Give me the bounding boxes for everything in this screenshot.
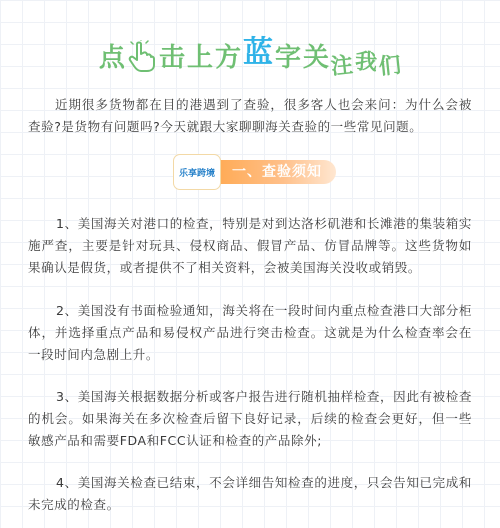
body-paragraph-1: 1、美国海关对港口的检查，特别是对到达洛杉矶港和长滩港的集装箱实施严查，主要是针对玩具、侵权商品、假冒产品、仿冒品牌等。这些货物如果确认是假货，或者提供不了相关资料，会被美国海关没收或销毁。 [28, 216, 472, 275]
body-paragraph-3: 3、美国海关根据数据分析或客户报告进行随机抽样检查，因此有被检查的机会。如果海关在多次检查后留下良好记录，后续的检查会更好，但一些敏感产品和需要FDA和FCC认证和检查的产品除外; [28, 389, 472, 448]
brand-logo-icon [174, 155, 220, 189]
intro-paragraph: 近期很多货物都在目的港遇到了查验，很多客人也会来问：为什么会被查验?是货物有问题吗?今天就跟大家聊聊海关查验的一些常见问题。 [28, 97, 472, 134]
banner-char: 击 [158, 43, 185, 73]
section-heading [174, 154, 334, 190]
banner-char: 关 [303, 43, 330, 73]
follow-us-banner[interactable] [0, 0, 500, 88]
banner-char: 点 [98, 43, 125, 73]
banner-char: 上 [186, 43, 213, 73]
banner-char-highlight: 蓝 [242, 35, 273, 70]
section-title: 一、查验须知 [232, 164, 322, 180]
banner-char: 们 [377, 52, 403, 81]
banner-char: 我 [354, 49, 378, 76]
banner-char: 方 [214, 43, 241, 73]
brand-logo-text: 乐享跨境 [178, 167, 215, 178]
pointing-hand-icon [127, 40, 157, 72]
body-paragraph-4: 4、美国海关检查已结束，不会详细告知检查的进度，只会告知已完成和未完成的检查。 [28, 475, 472, 512]
banner-char: 字 [274, 43, 301, 73]
body-paragraph-2: 2、美国没有书面检验通知，海关将在一段时间内重点检查港口大部分柜体，并选择重点产品和易侵权产品进行突击检查。这就是为什么检查率会在一段时间内急剧上升。 [28, 303, 472, 362]
banner-char: 注 [329, 52, 355, 81]
banner-text [98, 14, 403, 81]
